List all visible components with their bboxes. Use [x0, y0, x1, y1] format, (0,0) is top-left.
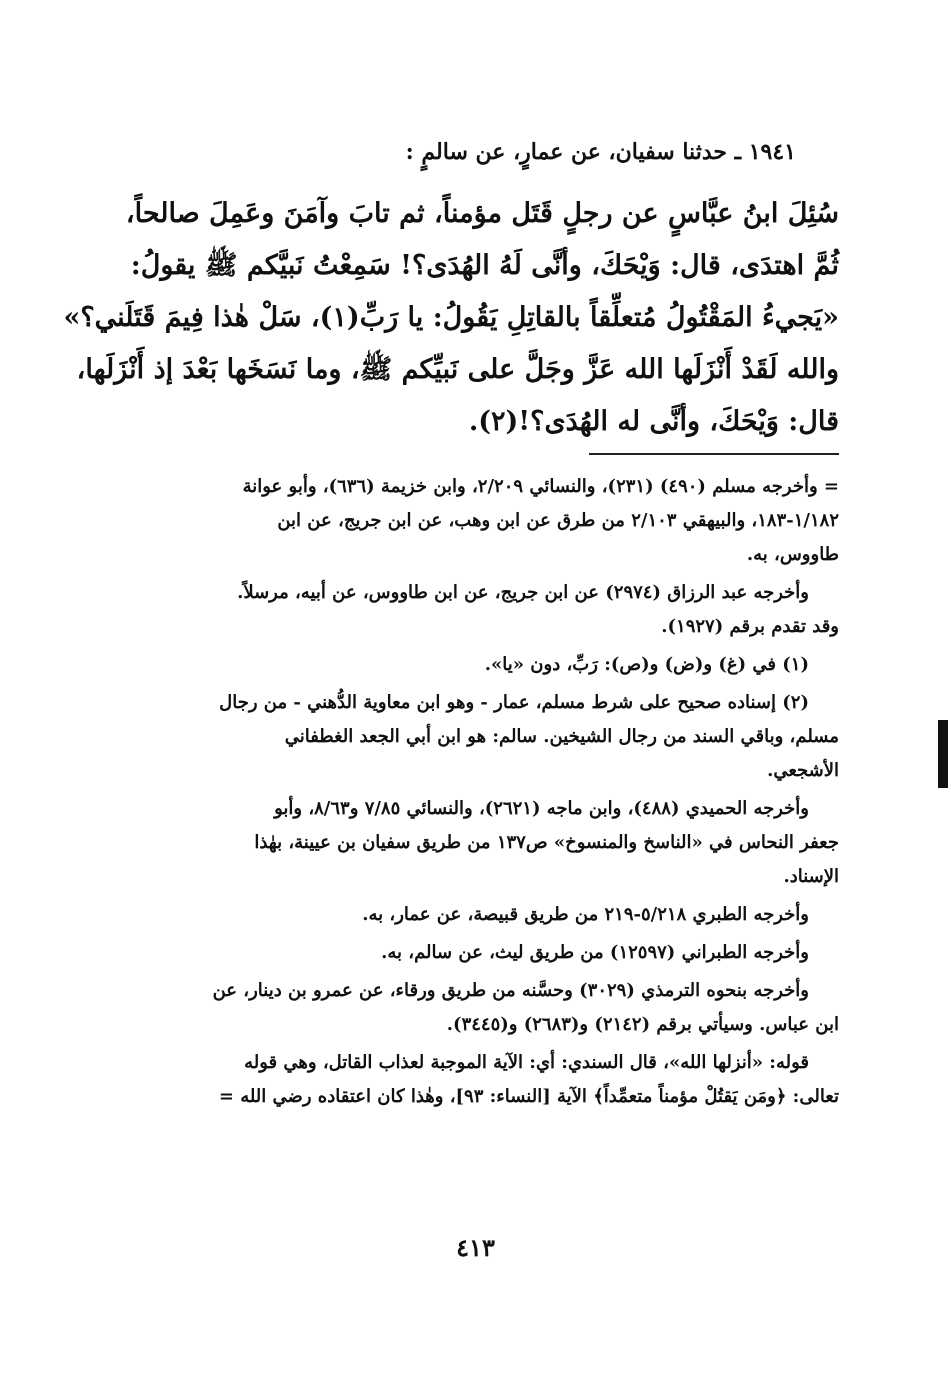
footnote-line: وأخرجه الحميدي (٤٨٨)، وابن ماجه (٢٦٢١)، والنسائي ٧/٨٥ و٨/٦٣، وأبو: [274, 798, 809, 819]
footnote-line: جعفر النحاس في «الناسخ والمنسوخ» ص١٣٧ من طريق سفيان بن عيينة، بهٰذا: [254, 832, 839, 853]
footnote-paragraph: [134, 576, 839, 644]
footnote-line: مسلم، وباقي السند من رجال الشيخين. سالم: هو ابن أبي الجعد الغطفاني: [284, 726, 839, 747]
footnote-line: الإسناد.: [783, 866, 839, 887]
footnote-paragraph: [134, 792, 839, 894]
page-number: ٤١٣: [456, 1233, 495, 1262]
footnote-paragraph: [134, 974, 839, 1042]
hadith-line: ثُمَّ اهتدَى، قال: وَيْحَكَ، وأنَّى لَهُ الهُدَى؟! سَمِعْتُ نَبيَّكم ﷺ يقولُ:: [130, 250, 839, 281]
footnote-line: طاووس، به.: [746, 544, 839, 565]
hadith-number-header: ١٩٤١ ـ حدثنا سفيان، عن عمارٍ، عن سالمٍ :: [405, 139, 796, 165]
footnote-line: (١) في (غ) و(ض) و(ص): رَبِّ، دون «يا».: [484, 654, 809, 675]
scan-edge-mark: [938, 720, 948, 788]
footnote-line: الأشجعي.: [767, 760, 839, 781]
hadith-line: قال: وَيْحَكَ، وأنَّى له الهُدَى؟!(٢).: [468, 406, 839, 437]
footnote-line: وأخرجه بنحوه الترمذي (٣٠٢٩) وحسَّنه من طريق ورقاء، عن عمرو بن دينار، عن: [212, 980, 809, 1001]
footnote-line: وقد تقدم برقم (١٩٢٧).: [661, 616, 839, 637]
footnote-continuation: [134, 470, 839, 572]
footnote-line: (٢) إسناده صحيح على شرط مسلم، عمار - وهو ابن معاوية الدُّهني - من رجال: [219, 692, 809, 713]
hadith-line: والله لَقَدْ أَنْزَلَها الله عَزَّ وجَلَّ على نَبيِّكم ﷺ، وما نَسَخَها بَعْدَ إذ أَنْزَلَها،: [76, 354, 839, 385]
footnote-paragraph: [134, 1046, 839, 1114]
footnote-divider: [589, 453, 839, 455]
footnote-line: تعالى: ﴿ومَن يَقتُلْ مؤمناً متعمِّداً﴾ الآية [النساء: ٩٣]، وهٰذا كان اعتقاده رضي الله =: [218, 1086, 839, 1107]
footnote-1: [134, 648, 839, 682]
footnote-line: وأخرجه عبد الرزاق (٢٩٧٤) عن ابن جريج، عن ابن طاووس، عن أبيه، مرسلاً.: [237, 582, 809, 603]
footnote-line: قوله: «أنزلها الله»، قال السندي: أي: الآية الموجبة لعذاب القاتل، وهي قوله: [244, 1052, 809, 1073]
footnote-line: وأخرجه الطبري ٥/٢١٨-٢١٩ من طريق قبيصة، عن عمار، به.: [362, 904, 809, 925]
hadith-text: [63, 188, 839, 448]
hadith-line: سُئِلَ ابنُ عبَّاسٍ عن رجلٍ قَتَل مؤمناً، ثم تابَ وآمَنَ وعَمِلَ صالحاً،: [125, 198, 839, 229]
footnotes-section: [134, 470, 839, 1118]
footnote-line: وأخرجه الطبراني (١٢٥٩٧) من طريق ليث، عن سالم، به.: [381, 942, 809, 963]
footnote-2: [134, 686, 839, 788]
footnote-paragraph: [134, 936, 839, 970]
footnote-paragraph: [134, 898, 839, 932]
footnote-line: ١/١٨٢-١٨٣، والبيهقي ٢/١٠٣ من طرق عن ابن وهب، عن ابن جريج، عن ابن: [277, 510, 839, 531]
footnote-line: ابن عباس. وسيأتي برقم (٢١٤٢) و(٢٦٨٣) و(٣٤٤٥).: [446, 1014, 839, 1035]
hadith-line: «يَجيءُ المَقْتُولُ مُتعلِّقاً بالقاتِلِ يَقُولُ: يا رَبِّ(١)، سَلْ هٰذا فِيمَ قَتَلَني؟»: [63, 302, 839, 333]
footnote-line: = وأخرجه مسلم (٤٩٠) (٢٣١)، والنسائي ٢/٢٠٩، وابن خزيمة (٦٣٦)، وأبو عوانة: [242, 476, 839, 497]
